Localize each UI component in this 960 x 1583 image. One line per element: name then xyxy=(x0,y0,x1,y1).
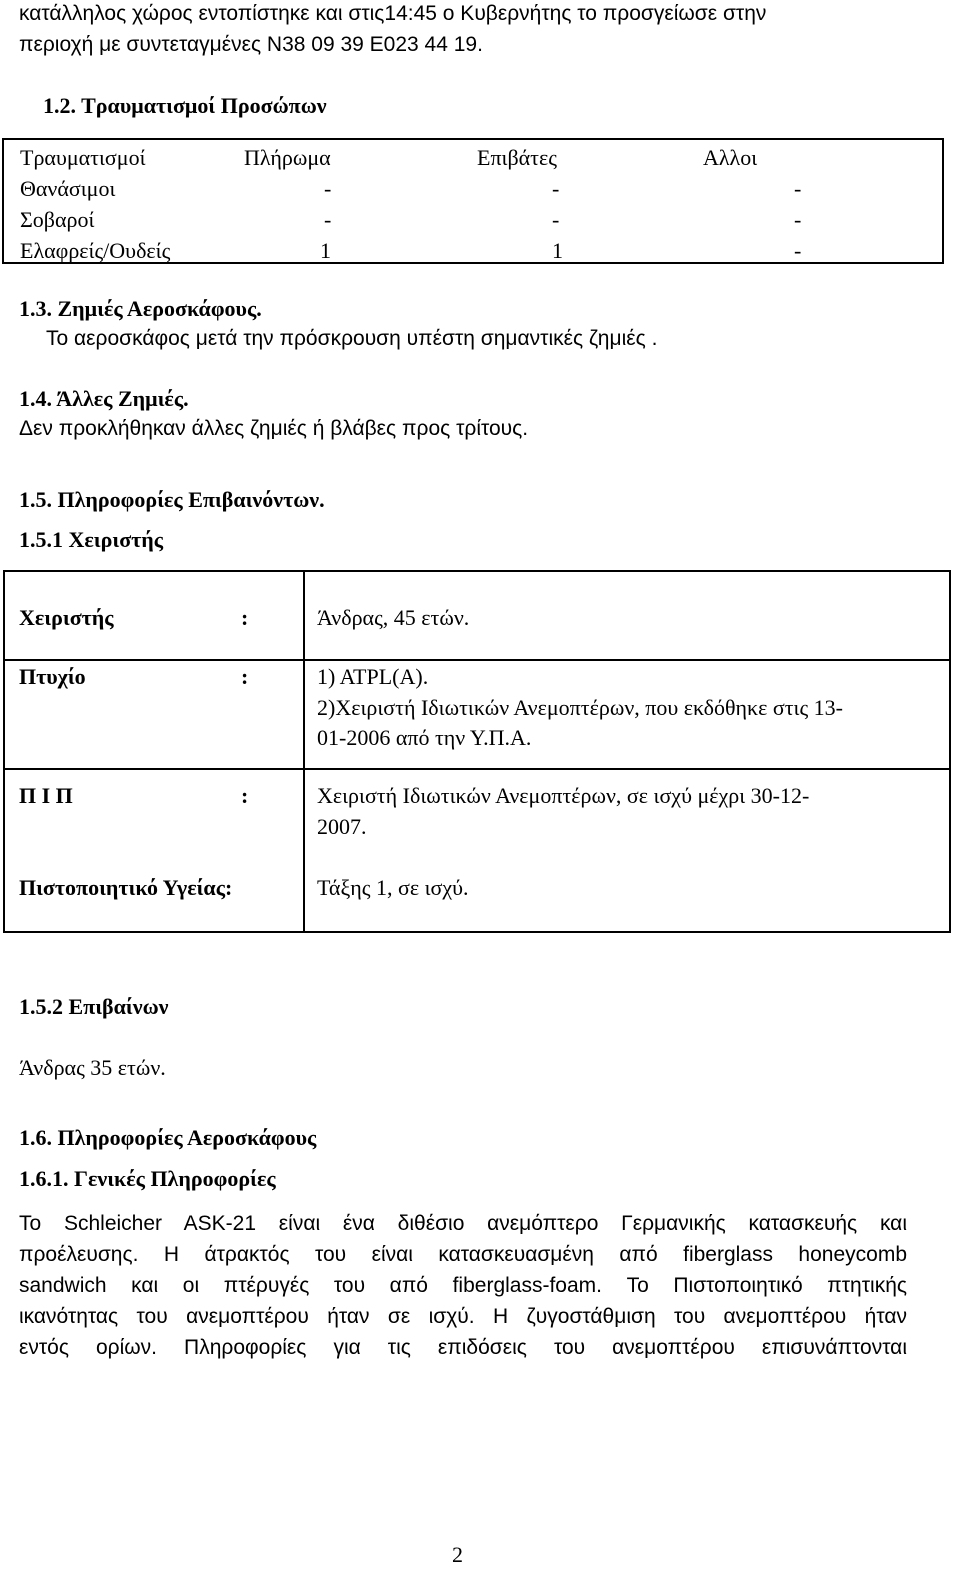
aircraft-info-paragraph xyxy=(19,1208,907,1363)
table-row xyxy=(4,204,942,235)
degree-colon: : xyxy=(241,664,249,689)
section-1-2-heading: 1.2. Τραυματισμοί Προσώπων xyxy=(43,93,327,118)
table-cell: Σοβαροί xyxy=(20,207,95,232)
intro-line-1: κατάλληλος χώρος εντοπίστηκε και στις14:45 ο Κυβερνήτης το προσγείωσε στην xyxy=(19,2,767,25)
section-1-6-1-heading: 1.6.1. Γενικές Πληροφορίες xyxy=(19,1166,276,1191)
pip-line-1: Χειριστή Ιδιωτικών Ανεμοπτέρων, σε ισχύ μέχρι 30-12- xyxy=(317,783,810,808)
section-1-4-text: Δεν προκλήθηκαν άλλες ζημιές ή βλάβες προς τρίτους. xyxy=(19,417,529,440)
table-row xyxy=(4,173,942,204)
pilot-box-divider xyxy=(5,659,949,661)
table-header-row xyxy=(4,142,942,173)
degree-line-1: 1) ATPL(A). xyxy=(317,664,429,689)
degree-label: Πτυχίο xyxy=(19,664,86,689)
pilot-colon: : xyxy=(241,605,249,630)
table-header: Επιβάτες xyxy=(477,145,557,170)
table-header: Τραυματισμοί xyxy=(20,145,146,170)
section-1-6-heading: 1.6. Πληροφορίες Αεροσκάφους xyxy=(19,1125,317,1150)
health-value: Τάξης 1, σε ισχύ. xyxy=(317,875,469,900)
section-1-5-1-heading: 1.5.1 Χειριστής xyxy=(19,527,164,552)
pilot-box-divider xyxy=(5,768,949,770)
table-header: Αλλοι xyxy=(703,145,758,170)
section-1-5-heading: 1.5. Πληροφορίες Επιβαινόντων. xyxy=(19,487,325,512)
section-1-4-heading: 1.4. Άλλες Ζημιές. xyxy=(19,386,189,411)
table-cell: - xyxy=(794,207,802,232)
section-1-3-text: Το αεροσκάφος μετά την πρόσκρουση υπέστη σημαντικές ζημιές . xyxy=(46,327,658,350)
table-cell: - xyxy=(552,176,560,201)
table-cell: 1 xyxy=(552,238,563,263)
table-cell: - xyxy=(552,207,560,232)
pilot-box-divider-vertical xyxy=(303,572,305,931)
intro-line-2: περιοχή με συντεταγμένες Ν38 09 39 Ε023 44 19. xyxy=(19,33,483,56)
pip-line-2: 2007. xyxy=(317,814,367,839)
health-label: Πιστοποιητικό Υγείας: xyxy=(19,875,233,900)
section-1-5-2-heading: 1.5.2 Επιβαίνων xyxy=(19,994,169,1019)
pilot-value: Άνδρας, 45 ετών. xyxy=(317,605,470,630)
paragraph-line: ικανότητας του ανεμοπτέρου ήταν σε ισχύ. Η ζυγοστάθμιση του ανεμοπτέρου ήταν xyxy=(19,1305,907,1328)
paragraph-line: εντός ορίων. Πληροφορίες για τις επιδόσεις του ανεμοπτέρου επισυνάπτονται xyxy=(19,1336,907,1359)
section-1-5-2-text: Άνδρας 35 ετών. xyxy=(19,1055,166,1080)
degree-line-2: 2)Χειριστή Ιδιωτικών Ανεμοπτέρων, που εκδόθηκε στις 13- xyxy=(317,695,843,720)
table-cell: - xyxy=(324,176,332,201)
pip-label: Π Ι Π xyxy=(19,783,73,808)
pilot-label: Χειριστής xyxy=(19,605,114,630)
pip-colon: : xyxy=(241,783,249,808)
page-number: 2 xyxy=(452,1542,463,1567)
table-cell: 1 xyxy=(320,238,331,263)
table-cell: Ελαφρείς/Ουδείς xyxy=(20,238,171,263)
paragraph-line: sandwich και οι πτέρυγές του από fiberglass-foam. Το Πιστοποιητικό πτητικής xyxy=(19,1274,907,1297)
pilot-info-box xyxy=(3,570,951,933)
table-cell: Θανάσιμοι xyxy=(20,176,116,201)
table-cell: - xyxy=(324,207,332,232)
degree-line-3: 01-2006 από την Υ.Π.Α. xyxy=(317,725,532,750)
table-row xyxy=(4,235,942,266)
paragraph-line: προέλευσης. Η άτρακτός του είναι κατασκευασμένη από fiberglass honeycomb xyxy=(19,1243,907,1266)
table-cell: - xyxy=(794,176,802,201)
table-header: Πλήρωμα xyxy=(244,145,331,170)
injuries-table xyxy=(2,138,944,264)
table-cell: - xyxy=(794,238,802,263)
paragraph-line: Το Schleicher ASK-21 είναι ένα διθέσιο ανεμόπτερο Γερμανικής κατασκευής και xyxy=(19,1212,907,1235)
section-1-3-heading: 1.3. Ζημιές Αεροσκάφους. xyxy=(19,296,262,321)
